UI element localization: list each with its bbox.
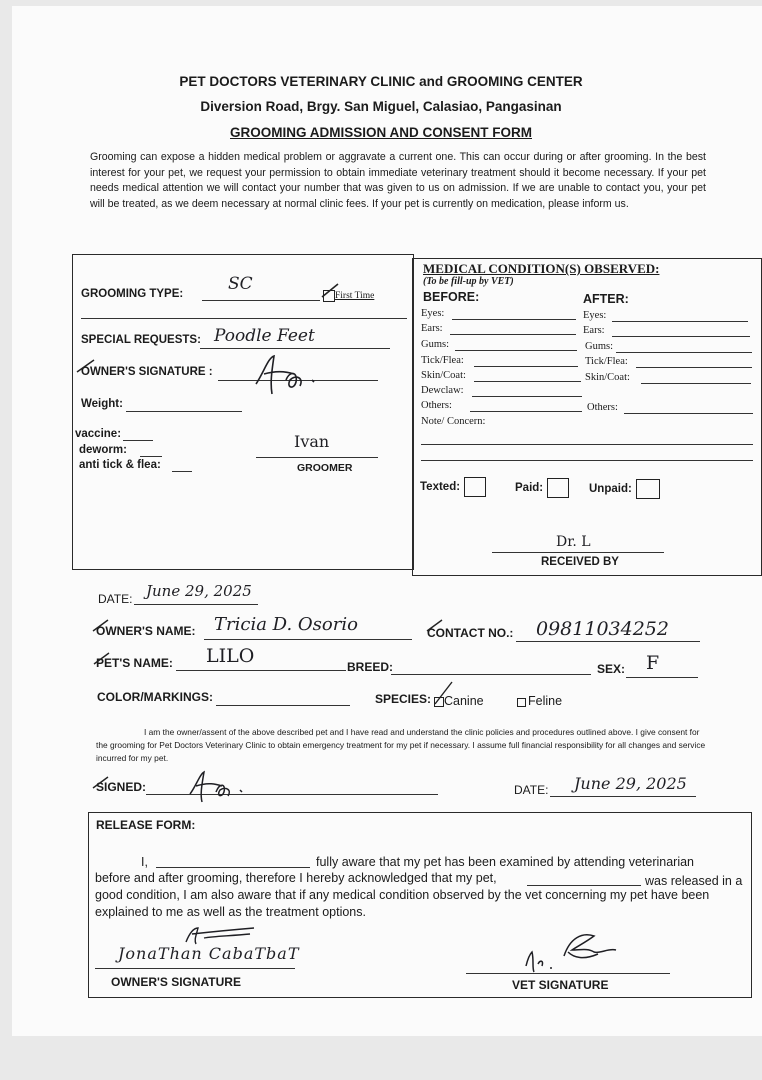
release-text-2: fully aware that my pet has been examined by attending veterinarian xyxy=(316,855,695,869)
feline-label: Feline xyxy=(528,694,563,708)
special-requests-label: SPECIAL REQUESTS: xyxy=(81,334,201,346)
pet-name-check xyxy=(93,652,111,666)
anti-tick-label: anti tick & flea: xyxy=(79,459,161,471)
signed-label: SIGNED: xyxy=(96,780,147,794)
contact-value[interactable]: 09811034252 xyxy=(536,618,669,640)
before-skin-label: Skin/Coat: xyxy=(421,370,466,381)
form-title: GROOMING ADMISSION AND CONSENT FORM xyxy=(230,125,532,140)
received-by-label: RECEIVED BY xyxy=(541,556,619,568)
owner-signature-check xyxy=(76,358,96,374)
groomer-value[interactable]: Ivan xyxy=(294,432,330,451)
release-text-4: was released in a xyxy=(645,874,743,888)
before-gums-label: Gums: xyxy=(421,339,450,350)
color-markings-label: COLOR/MARKINGS: xyxy=(97,690,213,704)
consent-paragraph: I am the owner/assent of the above described pet and I have read and understand the clinic policies and procedures outlined above. I give consent for the grooming for Pet Doctors Veterinary Clinic to obtain emergency treatment for my pet if necessary. I assume full financial responsibility for all changes and service incurred for my pet. xyxy=(96,727,706,763)
paid-checkbox[interactable] xyxy=(547,478,569,498)
owner-signature-scribble[interactable] xyxy=(250,350,330,398)
before-dewclaw-label: Dewclaw: xyxy=(421,385,464,396)
contact-label: CONTACT NO.: xyxy=(427,626,514,640)
release-text-6: explained to me as well as the treatment options. xyxy=(95,905,366,919)
date-label: DATE: xyxy=(98,592,133,606)
received-by-value[interactable]: Dr. L xyxy=(556,534,591,550)
before-eyes-label: Eyes: xyxy=(421,308,445,319)
vet-signature-scribble[interactable] xyxy=(520,928,624,974)
owner-name-value[interactable]: Tricia D. Osorio xyxy=(214,614,358,635)
vaccine-label: vaccine: xyxy=(75,428,122,440)
signed-date-value[interactable]: June 29, 2025 xyxy=(574,774,687,793)
note-concern-label: Note/ Concern: xyxy=(421,416,486,427)
owner-initials-scribble xyxy=(180,924,260,946)
weight-label: Weight: xyxy=(81,398,123,410)
after-skin-label: Skin/Coat: xyxy=(585,372,630,383)
first-time-label: First Time xyxy=(335,291,375,301)
texted-checkbox[interactable] xyxy=(464,477,486,497)
clinic-address: Diversion Road, Brgy. San Miguel, Calasiao, Pangasinan xyxy=(200,99,562,114)
deworm-label: deworm: xyxy=(79,444,127,456)
groomer-label: GROOMER xyxy=(297,462,353,474)
grooming-type-label: GROOMING TYPE: xyxy=(81,288,184,300)
grooming-type-value[interactable]: SC xyxy=(228,274,253,294)
canine-label: Canine xyxy=(444,694,484,708)
unpaid-label: Unpaid: xyxy=(589,479,660,499)
signed-signature-scribble[interactable] xyxy=(186,768,256,804)
before-others-label: Others: xyxy=(421,400,452,411)
date-value[interactable]: June 29, 2025 xyxy=(146,582,252,600)
signed-date-label: DATE: xyxy=(514,783,549,797)
release-text-3: before and after grooming, therefore I hereby acknowledged that my pet, xyxy=(95,871,497,885)
paid-label: Paid: xyxy=(515,478,569,498)
before-ears-label: Ears: xyxy=(421,323,443,334)
after-ears-label: Ears: xyxy=(583,325,605,336)
sex-label: SEX: xyxy=(597,662,626,676)
vet-signature-caption: VET SIGNATURE xyxy=(512,978,609,992)
owner-signature-value[interactable]: JonaThan CabaTbaT xyxy=(118,944,300,963)
species-label: SPECIES: xyxy=(375,692,432,706)
owner-signature-caption: OWNER'S SIGNATURE xyxy=(111,975,241,989)
sex-value[interactable]: F xyxy=(646,652,660,674)
grooming-box xyxy=(72,254,414,570)
feline-checkbox[interactable] xyxy=(517,698,526,707)
breed-label: BREED: xyxy=(347,660,394,674)
special-requests-value[interactable]: Poodle Feet xyxy=(214,326,315,346)
texted-label: Texted: xyxy=(420,477,486,497)
release-text-5: good condition, I am also aware that if any medical condition observed by the vet concerning my pet have been xyxy=(95,888,710,902)
before-tick-label: Tick/Flea: xyxy=(421,355,464,366)
medical-heading: MEDICAL CONDITION(S) OBSERVED: xyxy=(423,261,660,276)
clinic-name: PET DOCTORS VETERINARY CLINIC and GROOMING CENTER xyxy=(179,74,583,89)
before-label: BEFORE: xyxy=(423,290,480,304)
owner-name-check xyxy=(92,619,110,633)
release-title: RELEASE FORM: xyxy=(96,818,196,832)
after-tick-label: Tick/Flea: xyxy=(585,356,628,367)
owner-signature-label: OWNER'S SIGNATURE : xyxy=(81,366,213,378)
after-label: AFTER: xyxy=(583,292,629,306)
medical-subheading: (To be fill-up by VET) xyxy=(423,276,514,287)
intro-paragraph: Grooming can expose a hidden medical problem or aggravate a current one. This can occur during or after grooming. In the best interest for your pet, we request your permission to obtain immediate veterinary treatment should it become necessary. If your pet needs medical attention we will contact your number that was given to us on admission. If we are unable to contact you, your pet will be treated, as we deem necessary at normal clinic fees. If your pet is currently on medication, please inform us. xyxy=(90,151,706,210)
pet-name-value[interactable]: LILO xyxy=(206,645,255,667)
after-gums-label: Gums: xyxy=(585,341,614,352)
unpaid-checkbox[interactable] xyxy=(636,479,660,499)
release-text-i: I, xyxy=(141,855,148,869)
pet-name-label: PET'S NAME: xyxy=(96,656,173,670)
owner-name-label: OWNER'S NAME: xyxy=(96,624,196,638)
after-eyes-label: Eyes: xyxy=(583,310,607,321)
after-others-label: Others: xyxy=(587,402,618,413)
contact-check xyxy=(426,619,444,633)
signed-check xyxy=(92,776,110,790)
